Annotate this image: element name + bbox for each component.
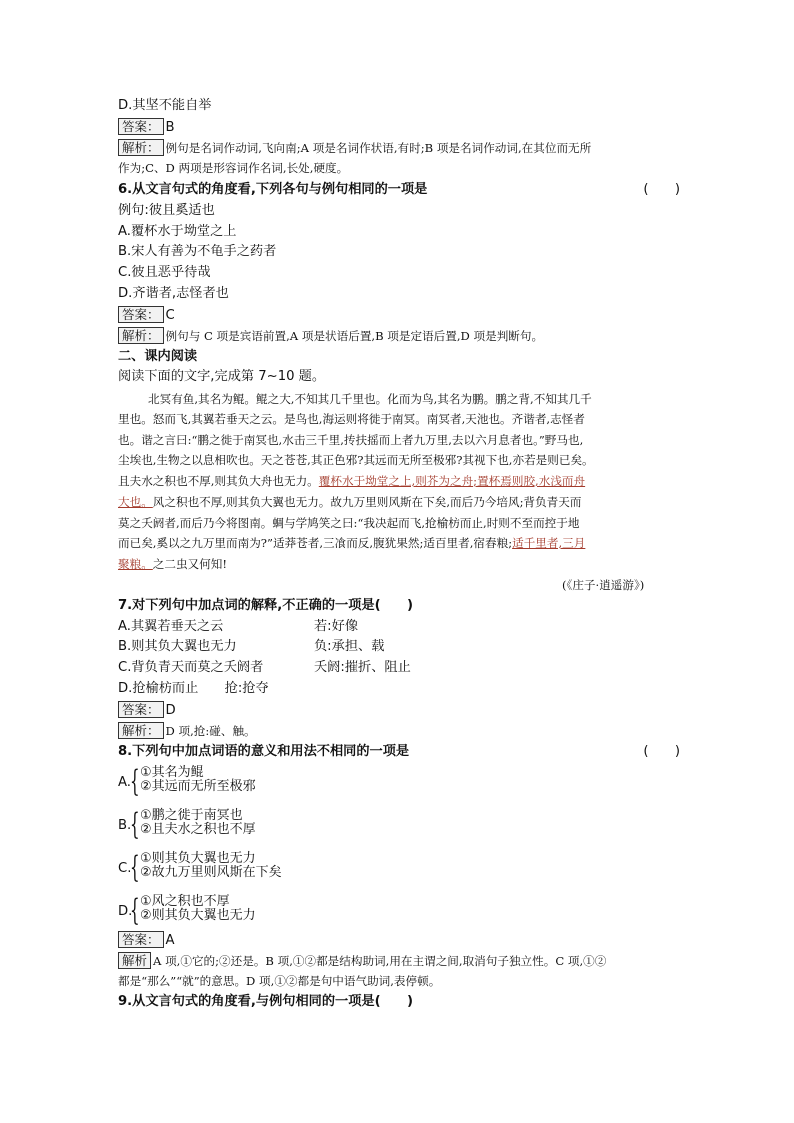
answer-value: B — [165, 120, 175, 135]
option-item-2: ②则其负大翼也无力 — [140, 908, 256, 923]
q5-option-d: D.其坚不能自举 — [118, 98, 212, 113]
q5-answer-row — [118, 118, 175, 137]
q7-gloss-b: 负:承担、载 — [314, 639, 385, 654]
underlined-sentence: 适千里者,三月 — [512, 536, 586, 550]
option-item-2: ②其远而无所至极邪 — [140, 779, 256, 794]
answer-tag: 答案： — [118, 118, 164, 135]
q6-analysis-row — [118, 327, 543, 346]
brace-icon: { — [130, 850, 140, 885]
q7-answer-row — [118, 701, 176, 720]
analysis-text: 例句与 C 项是宾语前置,A 项是状语后置,B 项是定语后置,D 项是判断句。 — [165, 329, 544, 343]
analysis-text: 例句是名词作动词,飞向南;A 项是名词作状语,有时;B 项是名词作动词,在其位而无所 — [165, 141, 592, 155]
underlined-sentence: 大也。 — [118, 495, 153, 509]
brace-icon: { — [130, 764, 140, 799]
q8-analysis-row — [118, 952, 606, 971]
answer-value: D — [165, 703, 176, 718]
analysis-tag: 解析： — [118, 722, 164, 739]
passage-text: 之二虫又何知! — [152, 557, 228, 571]
q9-stem: 9.从文言句式的角度看,与例句相同的一项是( ) — [118, 994, 413, 1009]
q6-option-d: D.齐谐者,志怪者也 — [118, 286, 229, 301]
passage-text: 风之积也不厚,则其负大翼也无力。故九万里则风斯在下矣,而后乃今培风;背负青天而 — [152, 495, 582, 509]
answer-tag: 答案： — [118, 306, 164, 323]
section-heading: 二、课内阅读 — [118, 349, 198, 364]
answer-paren: ( ) — [643, 744, 680, 759]
answer-tag: 答案： — [118, 931, 164, 948]
passage-line — [118, 534, 585, 552]
passage-line: 北冥有鱼,其名为鲲。鲲之大,不知其几千里也。化而为鸟,其名为鹏。鹏之背,不知其几千 — [148, 392, 592, 406]
passage-text: 而已矣,奚以之九万里而南为?”适莽苍者,三飡而反,腹犹果然;适百里者,宿舂粮; — [118, 536, 513, 550]
q7-option-d: D.抢榆枋而止 抢:抢夺 — [118, 681, 269, 696]
q5-analysis-row — [118, 139, 591, 158]
q8-analysis-line2: 都是“那么”“就”的意思。D 项,①②都是句中语气助词,表停顿。 — [118, 974, 441, 988]
analysis-text: A 项,①它的;②还是。B 项,①②都是结构助词,用在主谓之间,取消句子独立性。C 项,①② — [153, 954, 607, 968]
q8-stem: 8.下列句中加点词语的意义和用法不相同的一项是 — [118, 744, 410, 759]
underlined-sentence: 覆杯水于坳堂之上,则芥为之舟;置杯焉则胶,水浅而舟 — [318, 474, 586, 488]
underlined-sentence: 聚粮。 — [118, 557, 153, 571]
q7-option-c: C.背负青天而莫之夭阏者 — [118, 660, 264, 675]
option-item-1: ①鹏之徙于南冥也 — [140, 808, 243, 823]
passage-line — [118, 493, 581, 511]
option-items — [140, 895, 256, 923]
passage-line — [118, 472, 585, 490]
passage-text: 且夫水之积也不厚,则其负大舟也无力。 — [118, 474, 319, 488]
q8-stem-row — [118, 743, 680, 761]
option-letter: A. — [118, 775, 131, 790]
q6-option-b: B.宋人有善为不龟手之药者 — [118, 244, 277, 259]
option-items — [140, 852, 282, 880]
answer-paren: ( ) — [643, 182, 680, 197]
answer-tag: 答案： — [118, 701, 164, 718]
q7-option-b: B.则其负大翼也无力 — [118, 639, 237, 654]
brace-icon: { — [130, 893, 140, 928]
passage-source: (《庄子·逍遥游》) — [562, 578, 645, 592]
option-items — [140, 766, 256, 794]
q6-option-a: A.覆杯水于坳堂之上 — [118, 224, 237, 239]
passage-line: 里也。怒而飞,其翼若垂天之云。是鸟也,海运则将徙于南冥。南冥者,天池也。齐谐者,志怪者 — [118, 412, 585, 426]
analysis-tag: 解析： — [118, 327, 164, 344]
option-item-1: ①则其负大翼也无力 — [140, 851, 256, 866]
answer-value: A — [165, 933, 175, 948]
q7-stem: 7.对下列句中加点词的解释,不正确的一项是( ) — [118, 598, 413, 613]
option-letter: B. — [118, 818, 132, 833]
q8-answer-row — [118, 931, 175, 950]
passage-line: 尘埃也,生物之以息相吹也。天之苍苍,其正色邪?其远而无所至极邪?其视下也,亦若是则已矣。 — [118, 453, 594, 467]
brace-icon: { — [130, 807, 140, 842]
q7-analysis-row — [118, 722, 256, 741]
option-letter: D. — [118, 904, 133, 919]
q7-option-a: A.其翼若垂天之云 — [118, 619, 224, 634]
analysis-tag: 解析： — [118, 139, 164, 156]
option-items — [140, 809, 256, 837]
option-item-2: ②故九万里则风斯在下矣 — [140, 865, 282, 880]
q6-option-c: C.彼且恶乎待哉 — [118, 265, 211, 280]
answer-value: C — [165, 308, 175, 323]
reading-instruction: 阅读下面的文字,完成第 7~10 题。 — [118, 369, 326, 384]
q6-example: 例句:彼且奚适也 — [118, 203, 215, 218]
passage-line — [118, 555, 227, 573]
analysis-text: D 项,抢:碰、触。 — [165, 724, 256, 738]
q6-answer-row — [118, 306, 175, 325]
q7-gloss-c: 夭阏:摧折、阻止 — [314, 660, 411, 675]
q6-stem-row — [118, 181, 680, 199]
passage-line: 也。谐之言曰:“鹏之徙于南冥也,水击三千里,抟扶摇而上者九万里,去以六月息者也。”野马也, — [118, 433, 584, 447]
q7-gloss-a: 若:好像 — [314, 619, 359, 634]
passage-line: 莫之夭阏者,而后乃今将图南。蜩与学鸠笑之曰:“我决起而飞,抢榆枋而止,时则不至而控于地 — [118, 516, 580, 530]
option-item-2: ②且夫水之积也不厚 — [140, 822, 256, 837]
q5-analysis-line2: 作为;C、D 两项是形容词作名词,长处,硬度。 — [118, 161, 349, 175]
option-item-1: ①风之积也不厚 — [140, 894, 230, 909]
option-letter: C. — [118, 861, 132, 876]
analysis-tag: 解析 — [118, 952, 151, 969]
q6-stem: 6.从文言句式的角度看,下列各句与例句相同的一项是 — [118, 182, 428, 197]
option-item-1: ①其名为鲲 — [140, 765, 204, 780]
